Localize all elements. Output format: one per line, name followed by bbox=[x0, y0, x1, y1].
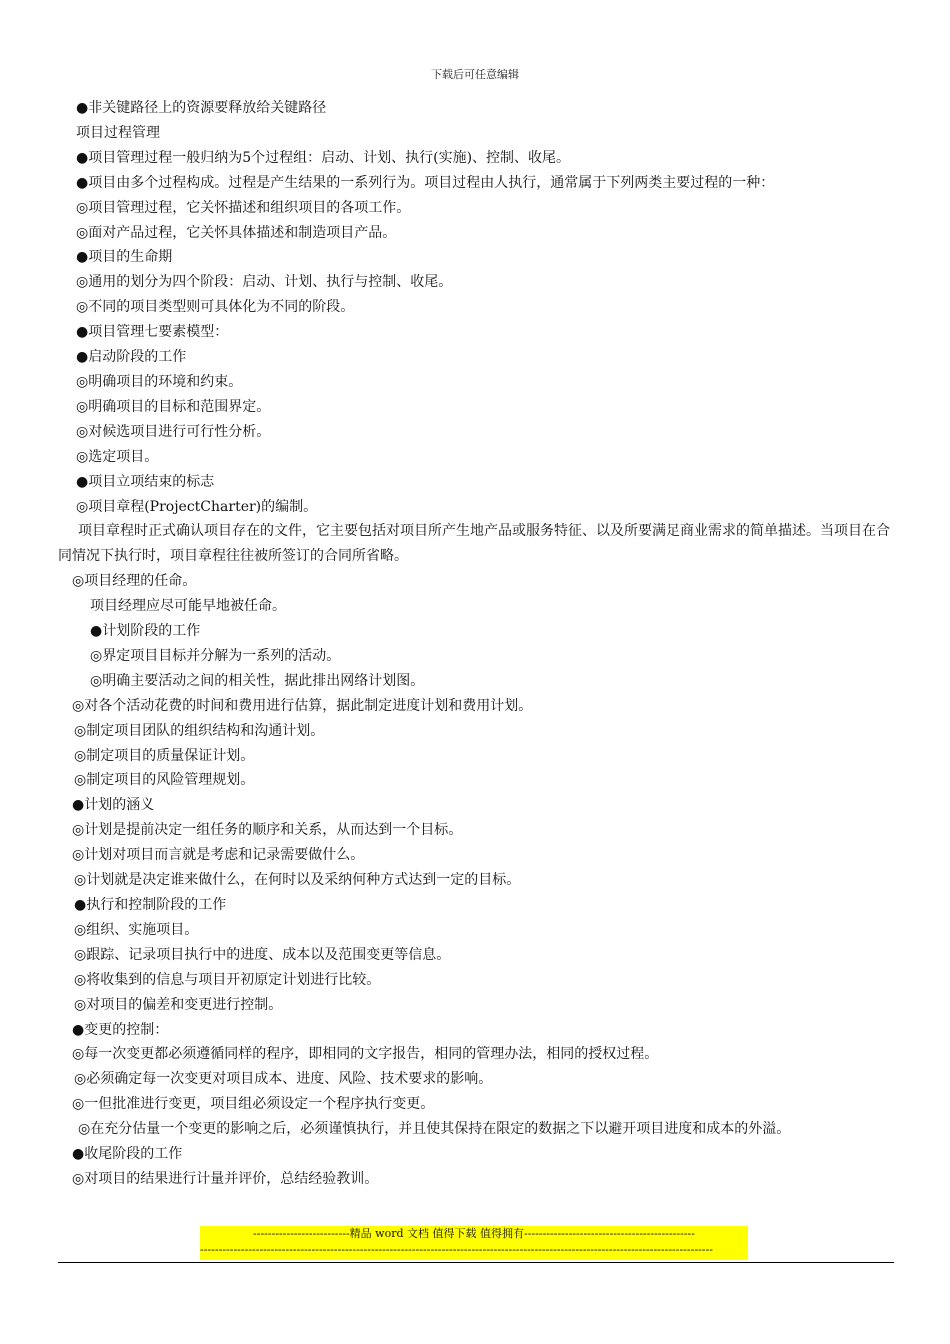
text-line: ●项目管理过程一般归纳为5个过程组：启动、计划、执行(实施)、控制、收尾。 bbox=[76, 149, 571, 166]
text-line: ◎对项目的结果进行计量并评价，总结经验教训。 bbox=[72, 1170, 379, 1187]
paragraph: 项目章程时正式确认项目存在的文件，它主要包括对项目所产生地产品或服务特征、以及所要满足商业需求的简单描述。当项目在合同情况下执行时，项目章程往往被所签订的合同所省略。 bbox=[58, 523, 890, 565]
footer-dashes: ------------------------------------------------------------------------------------------------------------------------------------------ bbox=[200, 1243, 713, 1256]
text-line: ◎制定项目团队的组织结构和沟通计划。 bbox=[74, 722, 325, 739]
text-line: ◎计划对项目而言就是考虑和记录需要做什么。 bbox=[72, 847, 365, 864]
text-line: ●变更的控制： bbox=[72, 1021, 169, 1038]
text-line: ◎制定项目的风险管理规划。 bbox=[74, 772, 255, 789]
text-line: ●项目的生命期 bbox=[76, 249, 173, 266]
text-line: ●启动阶段的工作 bbox=[76, 349, 187, 366]
text-line: ◎计划是提前决定一组任务的顺序和关系，从而达到一个目标。 bbox=[72, 822, 463, 839]
document-body bbox=[58, 96, 894, 1192]
text-line: ◎明确主要活动之间的相关性，据此排出网络计划图。 bbox=[90, 672, 425, 689]
page-header: 下载后可任意编辑 bbox=[431, 68, 519, 81]
text-line: ●执行和控制阶段的工作 bbox=[74, 897, 227, 913]
text-line: ◎项目管理过程，它关怀描述和组织项目的各项工作。 bbox=[76, 199, 411, 216]
text-line: ●计划阶段的工作 bbox=[90, 623, 201, 640]
text-line: ●非关键路径上的资源要释放给关键路径 bbox=[76, 100, 327, 116]
text-line: ◎跟踪、记录项目执行中的进度、成本以及范围变更等信息。 bbox=[74, 946, 451, 963]
text-line: ◎项目章程(ProjectCharter)的编制。 bbox=[76, 498, 318, 515]
text-line: ◎界定项目目标并分解为一系列的活动。 bbox=[90, 647, 341, 664]
text-line: ◎选定项目。 bbox=[76, 448, 159, 465]
text-line: ◎明确项目的目标和范围界定。 bbox=[76, 398, 271, 415]
text-line: ◎对候选项目进行可行性分析。 bbox=[76, 423, 271, 440]
text-line: ◎通用的划分为四个阶段：启动、计划、执行与控制、收尾。 bbox=[76, 274, 453, 291]
footer-rule bbox=[58, 1262, 894, 1263]
text-line: ●收尾阶段的工作 bbox=[72, 1146, 183, 1163]
text-line: ◎项目经理的任命。 bbox=[72, 573, 197, 590]
footer-text: --------------------------精品 word 文档 值得下载 值得拥有---------------------------------------------- bbox=[253, 1227, 695, 1240]
text-line: ◎对各个活动花费的时间和费用进行估算，据此制定进度计划和费用计划。 bbox=[72, 697, 533, 714]
text-line: ◎明确项目的环境和约束。 bbox=[76, 373, 243, 390]
text-line: ●项目管理七要素模型： bbox=[76, 324, 229, 341]
text-line: ◎必须确定每一次变更对项目成本、进度、风险、技术要求的影响。 bbox=[74, 1071, 493, 1088]
text-line: ◎不同的项目类型则可具体化为不同的阶段。 bbox=[76, 299, 355, 316]
text-line: ◎制定项目的质量保证计划。 bbox=[74, 747, 255, 764]
text-line: ◎每一次变更都必须遵循同样的程序，即相同的文字报告，相同的管理办法，相同的授权过程。 bbox=[72, 1046, 659, 1063]
text-line: ●项目由多个过程构成。过程是产生结果的一系列行为。项目过程由人执行，通常属于下列两类主要过程的一种： bbox=[76, 174, 775, 191]
paragraph: ◎在充分估量一个变更的影响之后，必须谨慎执行，并且使其保持在限定的数据之下以避开项目进度和成本的外溢。 bbox=[78, 1121, 791, 1138]
section-heading: 项目过程管理 bbox=[76, 124, 160, 141]
text-line: ●项目立项结束的标志 bbox=[76, 473, 215, 490]
text-line: ◎对项目的偏差和变更进行控制。 bbox=[74, 996, 283, 1013]
text-line: 项目经理应尽可能早地被任命。 bbox=[90, 598, 286, 615]
text-line: ◎组织、实施项目。 bbox=[74, 921, 199, 938]
text-line: ◎一但批准进行变更，项目组必须设定一个程序执行变更。 bbox=[72, 1096, 435, 1113]
text-line: ●计划的涵义 bbox=[72, 797, 155, 814]
text-line: ◎计划就是决定谁来做什么，在何时以及采纳何种方式达到一定的目标。 bbox=[74, 872, 521, 889]
text-line: ◎面对产品过程，它关怀具体描述和制造项目产品。 bbox=[76, 224, 397, 241]
footer-banner bbox=[200, 1226, 748, 1260]
text-line: ◎将收集到的信息与项目开初原定计划进行比较。 bbox=[74, 971, 381, 988]
